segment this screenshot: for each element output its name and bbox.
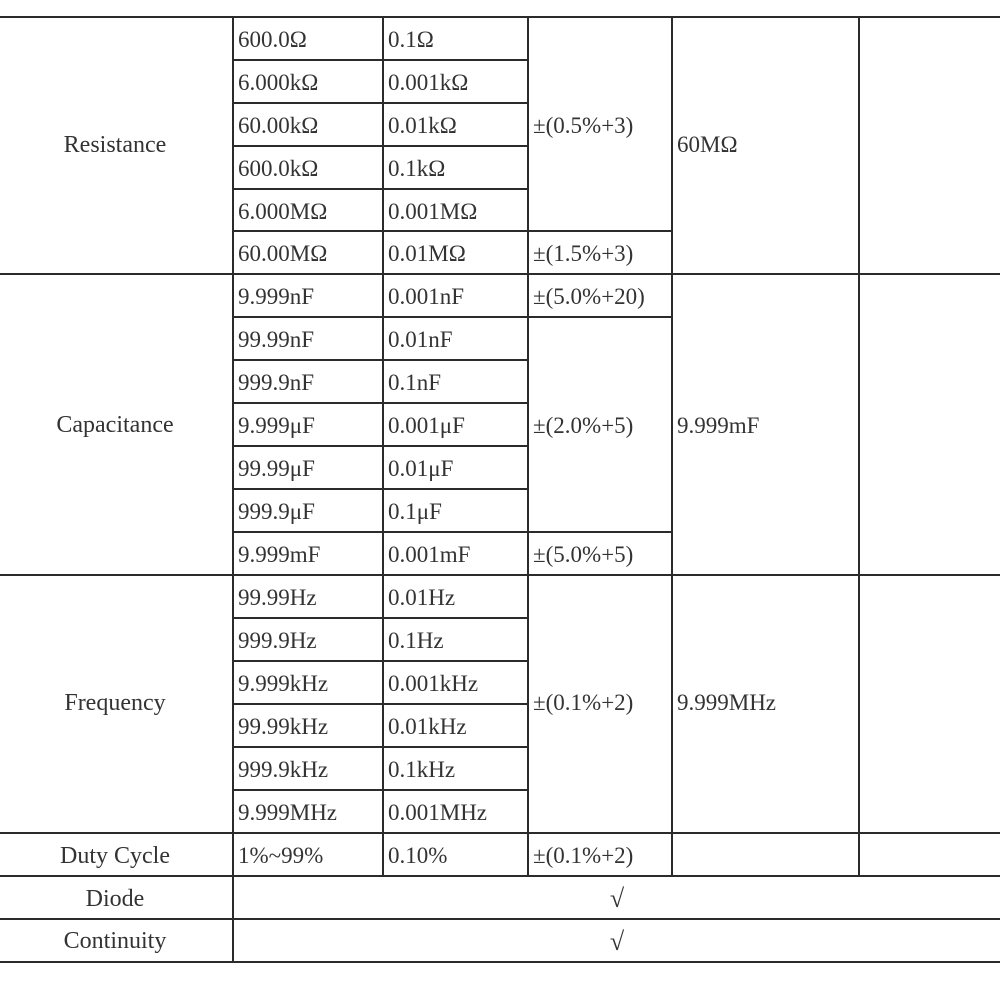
capacitance-range-cell: 9.999mF [238,542,321,567]
capacitance-accuracy-cell: ±(2.0%+5) [533,413,634,438]
resistance-accuracy-cell: ±(1.5%+3) [533,241,634,266]
capacitance-range-cell: 999.9μF [238,499,315,524]
function-label-frequency: Frequency [64,690,166,716]
resistance-resolution-cell: 0.01MΩ [388,241,466,266]
resistance-accuracy-cell: ±(0.5%+3) [533,113,634,138]
capacitance-max-reading: 9.999mF [677,413,760,438]
resistance-resolution-cell: 0.01kΩ [388,113,457,138]
duty-cycle-range-cell: 1%~99% [238,843,324,868]
table-grid [0,17,1000,962]
resistance-resolution-cell: 0.1Ω [388,27,434,52]
capacitance-resolution-cell: 0.001μF [388,413,465,438]
frequency-accuracy-cell: ±(0.1%+2) [533,690,634,715]
frequency-range-cell: 999.9Hz [238,628,317,653]
function-label-resistance: Resistance [63,132,167,158]
function-label-diode: Diode [85,886,145,912]
frequency-resolution-cell: 0.1kHz [388,757,456,782]
function-label-capacitance: Capacitance [56,412,174,438]
frequency-resolution-cell: 0.01Hz [388,585,456,610]
resistance-max-reading: 60MΩ [677,132,738,157]
resistance-range-cell: 6.000kΩ [238,70,319,95]
capacitance-resolution-cell: 0.001nF [388,284,465,309]
capacitance-resolution-cell: 0.01μF [388,456,454,481]
capacitance-resolution-cell: 0.01nF [388,327,453,352]
frequency-resolution-cell: 0.1Hz [388,628,444,653]
diode-check-mark: √ [609,884,625,913]
frequency-range-cell: 9.999MHz [238,800,338,825]
duty-cycle-accuracy-cell: ±(0.1%+2) [533,843,634,868]
frequency-resolution-cell: 0.01kHz [388,714,467,739]
capacitance-resolution-cell: 0.1nF [388,370,442,395]
resistance-range-cell: 60.00kΩ [238,113,319,138]
frequency-resolution-cell: 0.001kHz [388,671,479,696]
function-label-duty-cycle: Duty Cycle [60,843,170,869]
capacitance-range-cell: 9.999nF [238,284,315,309]
resistance-range-cell: 60.00MΩ [238,241,328,266]
capacitance-accuracy-cell: ±(5.0%+20) [533,284,645,309]
frequency-range-cell: 999.9kHz [238,757,329,782]
frequency-max-reading: 9.999MHz [677,690,777,715]
frequency-range-cell: 99.99Hz [238,585,317,610]
resistance-range-cell: 600.0Ω [238,27,307,52]
resistance-resolution-cell: 0.001kΩ [388,70,469,95]
resistance-resolution-cell: 0.001MΩ [388,199,478,224]
frequency-range-cell: 99.99kHz [238,714,329,739]
capacitance-resolution-cell: 0.001mF [388,542,471,567]
resistance-range-cell: 6.000MΩ [238,199,328,224]
continuity-check-mark: √ [609,927,625,956]
duty-cycle-resolution-cell: 0.10% [388,843,448,868]
capacitance-range-cell: 99.99μF [238,456,315,481]
resistance-resolution-cell: 0.1kΩ [388,156,446,181]
capacitance-accuracy-cell: ±(5.0%+5) [533,542,634,567]
capacitance-range-cell: 99.99nF [238,327,315,352]
function-label-continuity: Continuity [63,928,167,954]
frequency-resolution-cell: 0.001MHz [388,800,488,825]
resistance-range-cell: 600.0kΩ [238,156,319,181]
capacitance-range-cell: 9.999μF [238,413,315,438]
frequency-range-cell: 9.999kHz [238,671,329,696]
capacitance-range-cell: 999.9nF [238,370,315,395]
capacitance-resolution-cell: 0.1μF [388,499,442,524]
